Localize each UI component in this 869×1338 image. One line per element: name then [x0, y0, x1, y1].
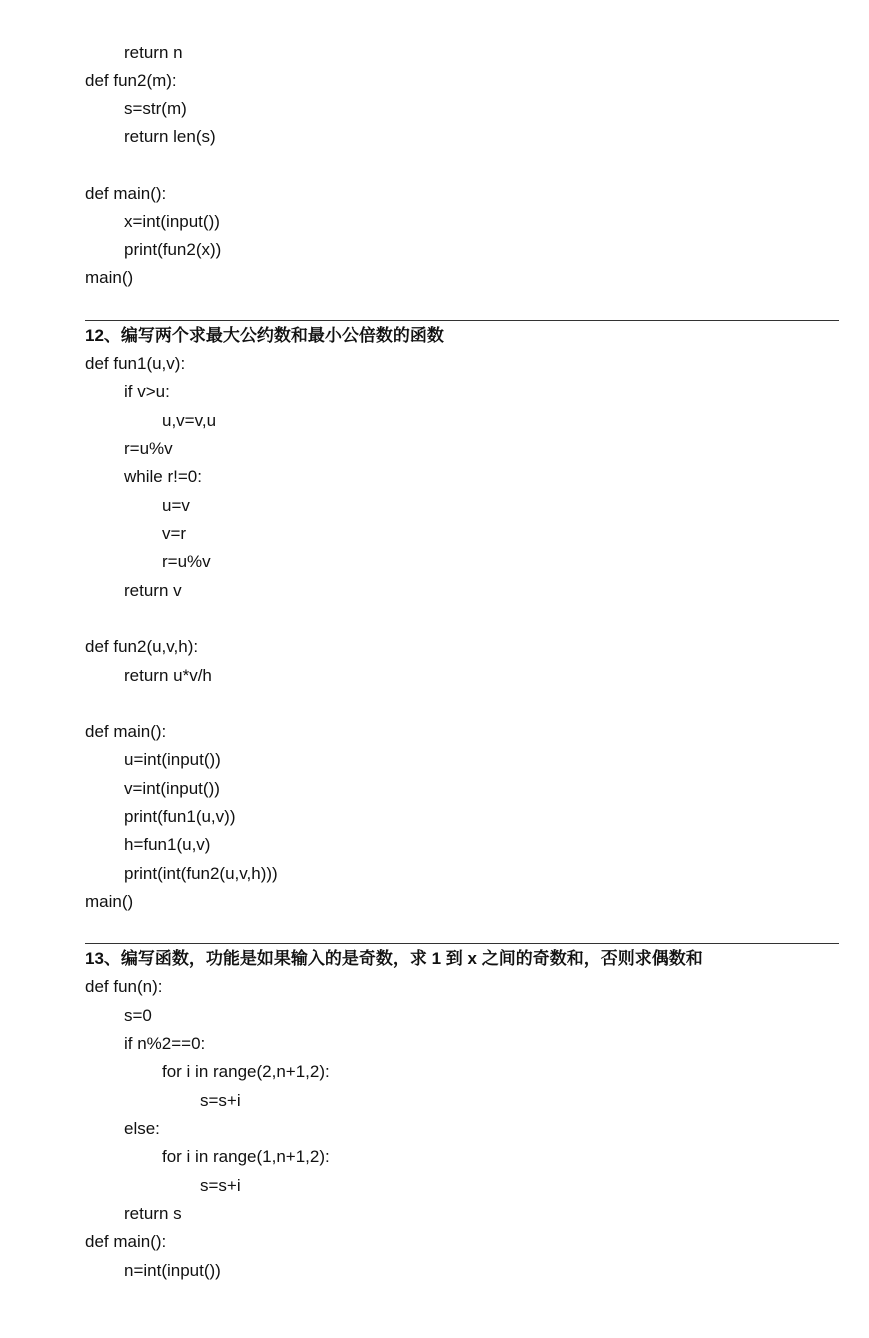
- code-line: u=int(input()): [124, 750, 221, 769]
- code-line: for i in range(2,n+1,2):: [162, 1062, 330, 1081]
- code-line: def main():: [85, 184, 167, 203]
- code-line: main(): [85, 892, 134, 911]
- code-line: def fun2(u,v,h):: [85, 637, 199, 656]
- code-line: main(): [85, 268, 134, 287]
- section-divider: [85, 320, 839, 321]
- code-line: u=v: [162, 496, 190, 515]
- code-line: return s: [124, 1204, 182, 1223]
- section-divider: [85, 943, 839, 944]
- code-line: print(int(fun2(u,v,h))): [124, 864, 278, 883]
- code-line: return v: [124, 581, 182, 600]
- code-line: n=int(input()): [124, 1261, 221, 1280]
- code-line: return n: [124, 43, 183, 62]
- code-line: def fun(n):: [85, 977, 163, 996]
- code-line: s=s+i: [200, 1091, 241, 1110]
- question-13-title: 13、编写函数，功能是如果输入的是奇数，求 1 到 x 之间的奇数和，否则求偶数和: [85, 949, 703, 968]
- code-line: def fun2(m):: [85, 71, 177, 90]
- code-line: h=fun1(u,v): [124, 835, 211, 854]
- code-line: if v>u:: [124, 382, 170, 401]
- code-line: for i in range(1,n+1,2):: [162, 1147, 330, 1166]
- code-line: return u*v/h: [124, 666, 212, 685]
- code-line: r=u%v: [124, 439, 173, 458]
- code-line: v=r: [162, 524, 187, 543]
- code-line: r=u%v: [162, 552, 211, 571]
- code-line: s=str(m): [124, 99, 187, 118]
- code-line: v=int(input()): [124, 779, 220, 798]
- code-line: x=int(input()): [124, 212, 220, 231]
- code-line: while r!=0:: [124, 467, 202, 486]
- code-line: else:: [124, 1119, 160, 1138]
- code-line: def fun1(u,v):: [85, 354, 186, 373]
- code-line: def main():: [85, 722, 167, 741]
- code-line: print(fun2(x)): [124, 240, 222, 259]
- code-line: if n%2==0:: [124, 1034, 206, 1053]
- code-line: print(fun1(u,v)): [124, 807, 236, 826]
- code-line: s=0: [124, 1006, 152, 1025]
- question-12-title: 12、编写两个求最大公约数和最小公倍数的函数: [85, 326, 444, 345]
- code-line: return len(s): [124, 127, 216, 146]
- code-line: def main():: [85, 1232, 167, 1251]
- code-line: u,v=v,u: [162, 411, 217, 430]
- code-line: s=s+i: [200, 1176, 241, 1195]
